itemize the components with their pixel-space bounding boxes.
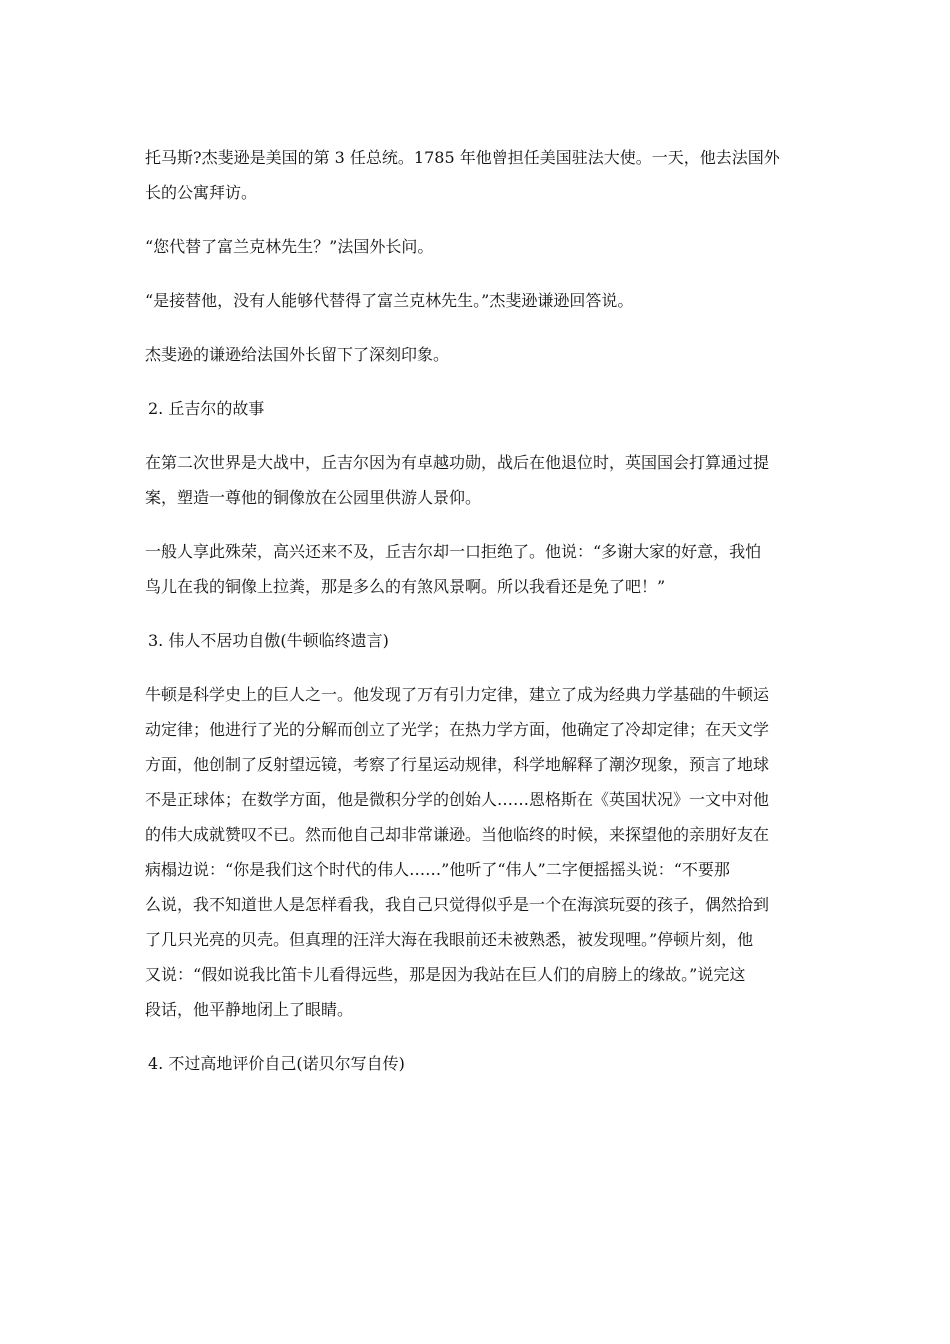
text-line: 在第二次世界是大战中，丘吉尔因为有卓越功勋，战后在他退位时，英国国会打算通过提 <box>145 453 770 472</box>
text-line: 托马斯?杰斐逊是美国的第 3 任总统。1785 年他曾担任美国驻法大使。一天，他去法国外 <box>145 148 780 167</box>
text-line: 鸟儿在我的铜像上拉粪，那是多么的有煞风景啊。所以我看还是免了吧！” <box>145 577 666 596</box>
text-line: 一般人享此殊荣，高兴还来不及，丘吉尔却一口拒绝了。他说：“多谢大家的好意，我怕 <box>145 542 762 561</box>
section-heading-newton: 3. 伟人不居功自傲(牛顿临终遗言) <box>148 631 389 650</box>
text-line: 长的公寓拜访。 <box>145 183 258 202</box>
text-line: 病榻边说：“你是我们这个时代的伟人……”他听了“伟人”二字便摇摇头说：“不要那 <box>145 860 730 879</box>
document-page <box>145 140 811 1081</box>
text-line: 不是正球体；在数学方面，他是微积分学的创始人……恩格斯在《英国状况》一文中对他 <box>145 790 770 809</box>
paragraph-newton-story <box>145 677 811 1027</box>
text-line: 么说，我不知道世人是怎样看我，我自己只觉得似乎是一个在海滨玩耍的孩子，偶然拾到 <box>145 895 770 914</box>
text-line: 的伟大成就赞叹不已。然而他自己却非常谦逊。当他临终的时候，来探望他的亲朋好友在 <box>145 825 770 844</box>
section-heading-nobel: 4. 不过高地评价自己(诺贝尔写自传) <box>148 1054 405 1073</box>
text-line: 又说：“假如说我比笛卡儿看得远些，那是因为我站在巨人们的肩膀上的缘故。”说完这 <box>145 965 746 984</box>
text-line: 方面，他创制了反射望远镜，考察了行星运动规律，科学地解释了潮汐现象，预言了地球 <box>145 755 770 774</box>
paragraph-churchill-story <box>145 445 811 515</box>
paragraph-churchill-refuse <box>145 534 811 604</box>
paragraph-jefferson-answer: “是接替他，没有人能够代替得了富兰克林先生。”杰斐逊谦逊回答说。 <box>145 291 634 310</box>
text-line: 牛顿是科学史上的巨人之一。他发现了万有引力定律，建立了成为经典力学基础的牛顿运 <box>145 685 770 704</box>
paragraph-minister-question: “您代替了富兰克林先生？”法国外长问。 <box>145 237 434 256</box>
text-line: 案，塑造一尊他的铜像放在公园里供游人景仰。 <box>145 488 482 507</box>
text-line: 段话，他平静地闭上了眼睛。 <box>145 1000 354 1019</box>
paragraph-jefferson-intro <box>145 140 811 210</box>
text-line: 了几只光亮的贝壳。但真理的汪洋大海在我眼前还未被熟悉，被发现哩。”停顿片刻，他 <box>145 930 754 949</box>
text-line: 动定律；他进行了光的分解而创立了光学；在热力学方面，他确定了冷却定律；在天文学 <box>145 720 770 739</box>
section-heading-churchill: 2. 丘吉尔的故事 <box>148 399 265 418</box>
paragraph-jefferson-impression: 杰斐逊的谦逊给法国外长留下了深刻印象。 <box>145 345 450 364</box>
